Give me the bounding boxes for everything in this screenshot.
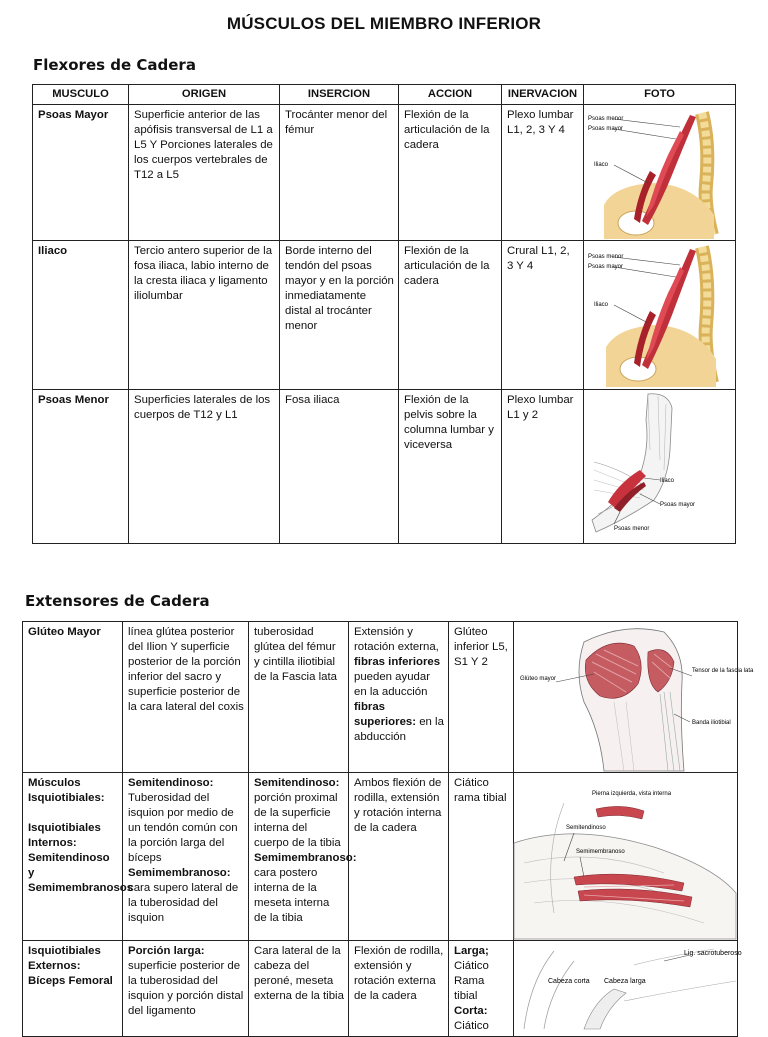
flexores-table bbox=[32, 84, 736, 544]
muscle-name: Músculos Isquiotibiales: Isquiotibiales Internos: Semitendinoso y Semimembranosos bbox=[23, 773, 123, 941]
iliaco-anatomy-illustration bbox=[584, 241, 734, 387]
photo-cell bbox=[584, 241, 736, 390]
header-insercion: INSERCION bbox=[280, 85, 399, 105]
header-inervacion: INERVACION bbox=[502, 85, 584, 105]
psoas-anatomy-illustration bbox=[584, 105, 734, 239]
label-gluteo-mayor: Glúteo mayor bbox=[520, 676, 557, 682]
muscle-name: Glúteo Mayor bbox=[23, 622, 123, 773]
gluteo-mayor-illustration bbox=[514, 622, 754, 771]
muscle-name: Iliaco bbox=[33, 241, 129, 390]
insertion-cell: Cara lateral de la cabeza del peroné, meseta externa de la tibia bbox=[249, 941, 349, 1037]
innervation-cell: Plexo lumbar L1 y 2 bbox=[502, 390, 584, 544]
muscle-name: Isquiotibiales Externos: Bíceps Femoral bbox=[23, 941, 123, 1037]
innervation-cell: Plexo lumbar L1, 2, 3 Y 4 bbox=[502, 105, 584, 241]
muscle-name: Psoas Menor bbox=[33, 390, 129, 544]
table-row bbox=[23, 941, 738, 1037]
muscle-name: Psoas Mayor bbox=[33, 105, 129, 241]
photo-cell bbox=[514, 622, 754, 773]
label-tensor-fascia: Tensor de la fascia lata bbox=[692, 668, 754, 674]
header-musculo: MUSCULO bbox=[33, 85, 129, 105]
section-heading-extensores: Extensores de Cadera bbox=[25, 592, 210, 610]
header-origen: ORIGEN bbox=[129, 85, 280, 105]
psoas-menor-illustration bbox=[584, 390, 734, 541]
label-banda-iliotibial: Banda iliotibial bbox=[692, 720, 731, 726]
action-cell: Flexión de la articulación de la cadera bbox=[399, 105, 502, 241]
innervation-cell: Crural L1, 2, 3 Y 4 bbox=[502, 241, 584, 390]
action-cell: Ambos flexión de rodilla, extensión y rotación interna de la cadera bbox=[349, 773, 449, 941]
action-cell: Flexión de la pelvis sobre la columna lumbar y viceversa bbox=[399, 390, 502, 544]
origin-cell: Tercio antero superior de la fosa iliaca, labio interno de la cresta iliaca y ligamento iliolumbar bbox=[129, 241, 280, 390]
label-psoas-menor: Psoas menor bbox=[588, 116, 624, 122]
label-psoas-menor: Psoas menor bbox=[614, 526, 650, 532]
photo-cell bbox=[584, 105, 736, 241]
table-header-row bbox=[33, 85, 736, 105]
table-row bbox=[33, 241, 736, 390]
origin-cell: Semitendinoso: Tuberosidad del isquion por medio de un tendón común con la porción larga del bíceps Semimembranoso: cara supero lateral de la tuberosidad del isquion bbox=[123, 773, 249, 941]
insertion-cell: Borde interno del tendón del psoas mayor y en la porción inmediatamente distal al trocánter menor bbox=[280, 241, 399, 390]
insertion-cell: Fosa iliaca bbox=[280, 390, 399, 544]
isquiotibiales-internos-illustration bbox=[514, 773, 736, 939]
biceps-femoral-illustration bbox=[514, 941, 742, 1029]
label-lig-sacrotuberoso: Lig. sacrotuberoso bbox=[684, 950, 742, 957]
insertion-cell: Trocánter menor del fémur bbox=[280, 105, 399, 241]
label-pierna-izquierda: Pierna izquierda, vista interna bbox=[592, 791, 672, 797]
page-title: MÚSCULOS DEL MIEMBRO INFERIOR bbox=[226, 14, 542, 33]
table-row bbox=[33, 390, 736, 544]
origin-cell: Porción larga: superficie posterior de la tuberosidad del isquion y porción distal del ligamento bbox=[123, 941, 249, 1037]
header-foto: FOTO bbox=[584, 85, 736, 105]
innervation-cell: Ciático rama tibial bbox=[449, 773, 514, 941]
table-row bbox=[23, 773, 738, 941]
section-heading-flexores: Flexores de Cadera bbox=[33, 56, 196, 74]
insertion-cell: Semitendinoso: porción proximal de la superficie interna del cuerpo de la tibia Semimembranoso: cara postero interna de la meseta interna de la tibia bbox=[249, 773, 349, 941]
header-accion: ACCION bbox=[399, 85, 502, 105]
origin-cell: Superficie anterior de las apófisis transversal de L1 a L5 Y Porciones laterales de los cuerpos vertebrales de T12 a L5 bbox=[129, 105, 280, 241]
label-iliaco: Iliaco bbox=[594, 162, 609, 168]
table-row bbox=[23, 622, 738, 773]
label-psoas-mayor: Psoas mayor bbox=[588, 264, 624, 270]
label-psoas-mayor: Psoas mayor bbox=[660, 502, 696, 508]
action-cell: Flexión de la articulación de la cadera bbox=[399, 241, 502, 390]
label-psoas-menor: Psoas menor bbox=[588, 254, 624, 260]
photo-cell bbox=[514, 941, 742, 1037]
label-cabeza-larga: Cabeza larga bbox=[604, 978, 646, 985]
innervation-cell: Larga; Ciático Rama tibial Corta: Ciático bbox=[449, 941, 514, 1037]
photo-cell bbox=[514, 773, 738, 941]
label-iliaco: Iliaco bbox=[660, 478, 675, 484]
innervation-cell: Glúteo inferior L5, S1 Y 2 bbox=[449, 622, 514, 773]
extensores-table bbox=[22, 621, 754, 1037]
label-psoas-mayor: Psoas mayor bbox=[588, 126, 624, 132]
label-semimembranoso: Semimembranoso bbox=[576, 849, 625, 855]
origin-cell: línea glútea posterior del Ilion Y superficie posterior de la porción inferior del sacro y superficie posterior de la cara lateral del coxis bbox=[123, 622, 249, 773]
label-semitendinoso: Semitendinoso bbox=[566, 825, 606, 831]
insertion-cell: tuberosidad glútea del fémur y cintilla iliotibial de la Fascia lata bbox=[249, 622, 349, 773]
table-row bbox=[33, 105, 736, 241]
photo-cell bbox=[584, 390, 736, 544]
action-cell: Flexión de rodilla, extensión y rotación externa de la cadera bbox=[349, 941, 449, 1037]
label-iliaco: Iliaco bbox=[594, 302, 609, 308]
label-cabeza-corta: Cabeza corta bbox=[548, 978, 590, 985]
origin-cell: Superficies laterales de los cuerpos de T12 y L1 bbox=[129, 390, 280, 544]
action-cell: Extensión y rotación externa, fibras inferiores pueden ayudar en la aducción fibras superiores: en la abducción bbox=[349, 622, 449, 773]
